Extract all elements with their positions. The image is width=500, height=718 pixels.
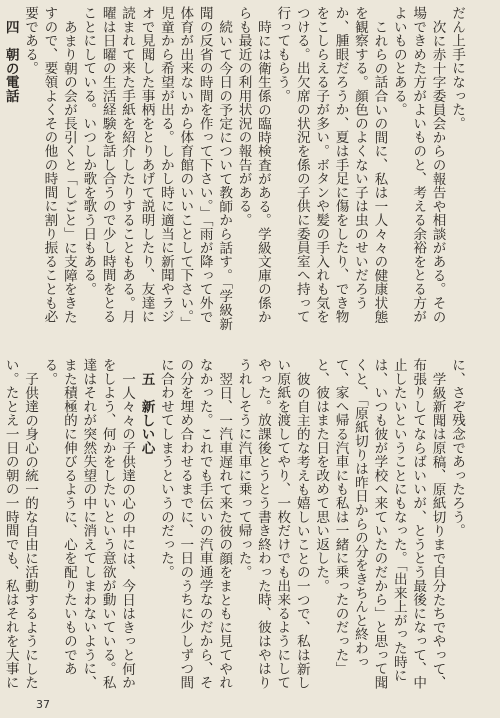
- bottom-text-column: [2, 358, 466, 696]
- paragraph: 続いて今日の予定について教師から話す。「学級新聞の反省の時間を作って下さい。」「雨が降って外で体育が出来ないから体育館のいいことして下さい。」児童から希望が出る。しかし時に適当に新聞やラジオで見聞した事柄をとりあげて説明したり、友達に読まれて来た手紙を紹介したりすることもある。月曜は日曜の生活経験を話し合うので少し時間をとることにしている。いつしか歌を歌う日もある。: [80, 6, 233, 331]
- paragraph: 学級新聞は原稿、原紙切りまで自分たちでやって、布張りしてならばいいが、とうとう最後になって、中止したいということにもなった。「出来上がった時には、いつも彼が学校へ来ていたのだから」と思って聞くと、「原紙切りは昨日からの分をきちんと終わって、家へ帰る汽車にも私は一緒に乗ったのだった」と、彼はまた日を改めて思い返した。: [313, 358, 446, 690]
- section-heading: 四 朝の電話: [2, 19, 19, 103]
- paragraph: 一人々々の子供達の心の中には、今日はきっと何かをしよう、何かをしたいという意欲が動いている。私達はそれが突然失望の中に消えてしまわないように、また積極的に伸びるように、心を配りたいものである。: [41, 358, 136, 690]
- paragraph: これらの話合いの間に、私は一人々々の健康状態を観察する。顔色のよくない子は虫のせいだろうか、腫眼だろうか、夏は手足に傷をしたり、でき物をこしらえる子が多い。ボタンや髪の手入れも気をつける。出欠席の状況を係の子供に委員室へ持って行ってもらう。: [274, 6, 388, 324]
- top-text-column: [2, 6, 466, 336]
- paragraph: 翌日、一汽車遅れて来た彼の顔をまともに見てやれなかった。これでも手伝いの汽車通学なのだから、その分を埋め合わせるまでに、一日のうちに少しずつ間に合わせてしまうというのだった。: [157, 358, 233, 690]
- paragraph: 次に赤十字委員会からの報告や相談がある。その場できめた方がよいものと、考える余裕をとる方がよいものとある。: [390, 6, 446, 324]
- paragraph: 時には衛生係の臨時検査がある。学級文庫の係からも最近の利用状況の報告がある。: [235, 6, 271, 324]
- paragraph: だん上手になった。: [449, 6, 465, 131]
- paragraph: に、さぞ残念であったろう。: [449, 358, 465, 538]
- paragraph: あまり朝の会が長引くと「しごと」に支障をきたすので、要領よくその他の時間に割り振ることも必要である。: [22, 6, 77, 324]
- page-number: 37: [36, 698, 50, 711]
- paragraph: 子供達の身心の統一的な自由に活動するようにしたい。たとえ一日の朝の一時間でも、私はそれを大事に: [2, 358, 39, 690]
- section-heading: 五 新しい心: [138, 371, 155, 455]
- paragraph: 彼の自主的な考えも嬉しいことの一つで、私は新しい原紙を渡してやり、一枚だけでも出来るようにしてやった。放課後とうとう書き終わった時、彼はやはりうれしそうに汽車に乗って帰った。: [235, 358, 310, 690]
